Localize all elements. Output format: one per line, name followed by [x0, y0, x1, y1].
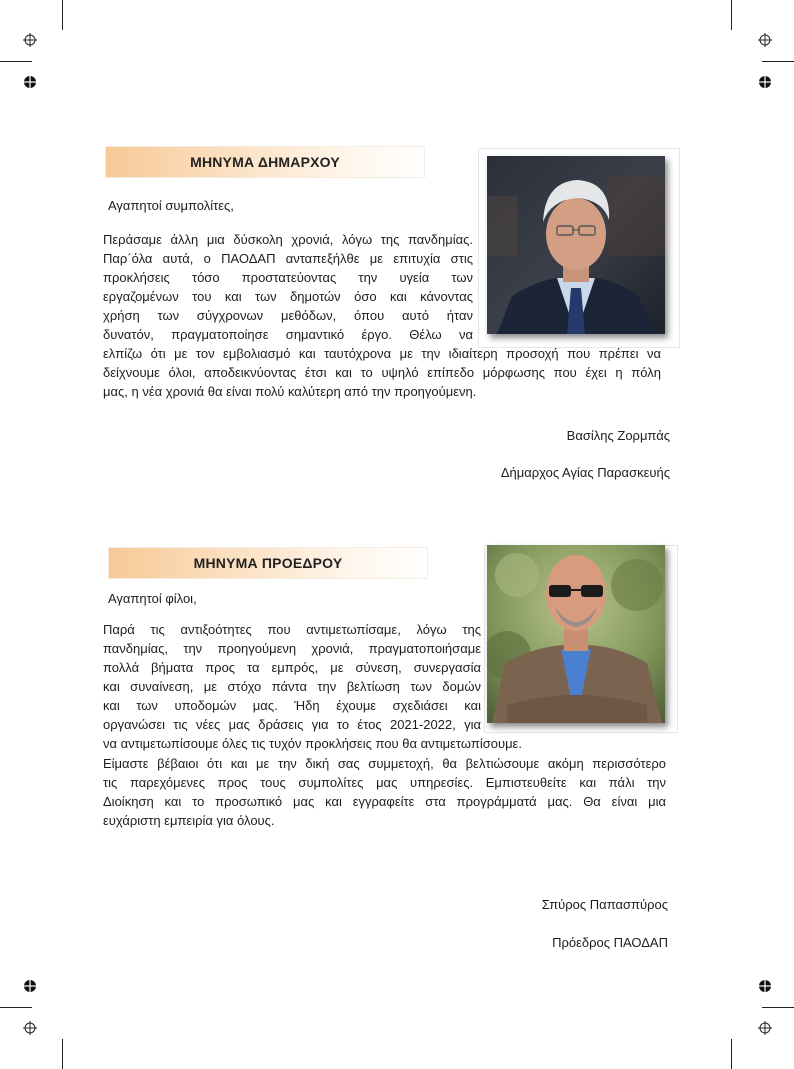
text-line: Περάσαμε άλλη μια δύσκολη χρονιά, λόγω της πανδημίας. [103, 232, 473, 247]
president-message-title: ΜΗΝΥΜΑ ΠΡΟΕΔΡΟΥ [108, 547, 428, 579]
crop-mark [731, 0, 732, 30]
text-line: οργανώσει τις νέες μας δράσεις για το έτος 2021-2022, για [103, 717, 481, 732]
mayor-message-body [103, 230, 473, 344]
registration-mark-icon [23, 1021, 37, 1035]
text-line: Διοίκηση και το προσωπικό μας και εγγραφείτε στα προγράμματά μας. Θα είναι μια [103, 794, 666, 809]
target-dot-icon [23, 979, 37, 993]
crop-mark [62, 0, 63, 30]
crop-mark [762, 61, 794, 62]
president-greeting: Αγαπητοί φίλοι, [108, 591, 197, 606]
mayor-photo [487, 156, 665, 334]
text-line: μας, η νέα χρονιά θα είναι πολύ καλύτερη από την προηγούμενη. [103, 384, 477, 399]
crop-mark [0, 1007, 32, 1008]
text-line: και συναίνεση, με στόχο πάντα την βελτίωση των δομών [103, 679, 481, 694]
text-line: δυνατόν, πραγματοποίησε σημαντικό έργο. Θέλω να [103, 327, 473, 342]
crop-mark [731, 1039, 732, 1069]
text-line: χρήση των σύγχρονων μεθόδων, όπου αυτό ήταν [103, 308, 473, 323]
mayor-signature-name: Βασίλης Ζορμπάς [566, 428, 670, 443]
president-message-body-continued [103, 754, 666, 830]
mayor-message-body-continued [103, 344, 661, 401]
text-line: να αντιμετωπίσουμε όλες τις τυχόν προκλήσεις που θα αντιμετωπίσουμε. [103, 736, 522, 751]
text-line: και των υποδομών μας. Ήδη έχουμε σχεδιάσει και [103, 698, 481, 713]
mayor-greeting: Αγαπητοί συμπολίτες, [108, 198, 234, 213]
text-line: ευχάριστη εμπειρία για όλους. [103, 813, 275, 828]
crop-mark [62, 1039, 63, 1069]
text-line: Είμαστε βέβαιοι ότι και με την δική σας συμμετοχή, θα βελτιώσουμε ακόμη περισσότερο [103, 756, 666, 771]
text-line: δείχνουμε όλοι, αποδεικνύοντας έτσι και το υψηλό επίπεδο μόρφωσης που έχει η πόλη [103, 365, 661, 380]
president-signature-title: Πρόεδρος ΠΑΟΔΑΠ [552, 935, 668, 950]
text-line: τις παρεχόμενες προς τους συμπολίτες μας υπηρεσίες. Εμπιστευθείτε και πάλι την [103, 775, 666, 790]
president-signature-name: Σπύρος Παπασπύρος [541, 897, 668, 912]
text-line: Παρ΄όλα αυτά, ο ΠΑΟΔΑΠ ανταπεξήλθε με επιτυχία στις [103, 251, 473, 266]
mayor-signature-title: Δήμαρχος Αγίας Παρασκευής [500, 465, 670, 480]
registration-mark-icon [23, 33, 37, 47]
president-photo [487, 545, 665, 723]
text-line: προκλήσεις τόσο προστατεύοντας την υγεία των [103, 270, 473, 285]
mayor-message-title: ΜΗΝΥΜΑ ΔΗΜΑΡΧΟΥ [105, 146, 425, 178]
registration-mark-icon [758, 33, 772, 47]
text-line: ελπίζω ότι με τον εμβολιασμό και ταυτόχρονα με την ιδιαίτερη προσοχή που πρέπει να [103, 346, 661, 361]
text-line: πολλά βήματα προς τα εμπρός, με σύνεση, συνεργασία [103, 660, 481, 675]
president-message-body [103, 620, 522, 753]
text-line: πανδημίας, την προηγούμενη χρονιά, πραγματοποιήσαμε [103, 641, 481, 656]
target-dot-icon [23, 75, 37, 89]
crop-mark [0, 61, 32, 62]
text-line: Παρά τις αντιξοότητες που αντιμετωπίσαμε, λόγω της [103, 622, 481, 637]
registration-mark-icon [758, 1021, 772, 1035]
target-dot-icon [758, 75, 772, 89]
crop-mark [762, 1007, 794, 1008]
text-line: εργαζομένων του και των δημοτών όσο και κάνοντας [103, 289, 473, 304]
target-dot-icon [758, 979, 772, 993]
